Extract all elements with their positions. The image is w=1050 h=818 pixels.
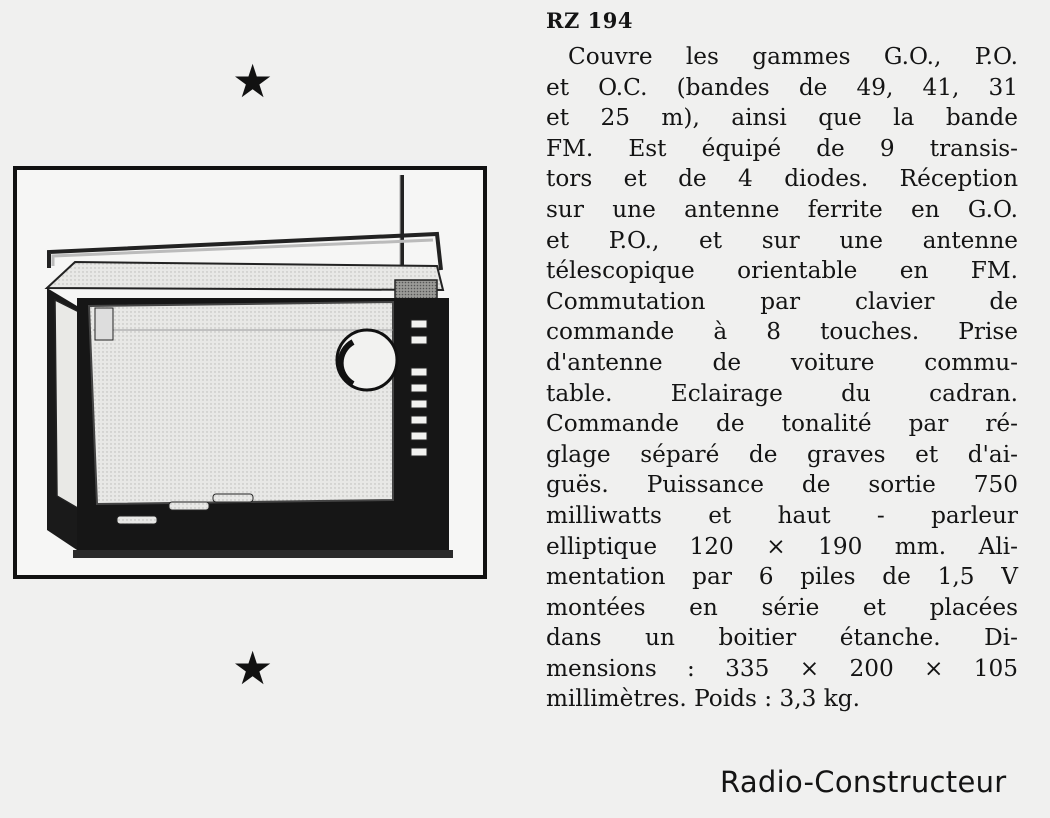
article-title: RZ 194 — [546, 8, 633, 33]
radio-photo — [13, 166, 487, 579]
body-line: télescopique orientable en FM. — [546, 257, 1018, 285]
body-line: dans un boitier étanche. Di- — [546, 624, 1018, 652]
transistor-radio-illustration — [17, 170, 483, 575]
body-line: table. Eclairage du cadran. — [546, 379, 1018, 407]
body-line: et O.C. (bandes de 49, 41, 31 — [546, 73, 1018, 101]
body-line: glage séparé de graves et d'ai- — [546, 440, 1018, 468]
star-ornament-top: ★ — [232, 54, 274, 108]
body-line: montées en série et placées — [546, 593, 1018, 621]
body-line: elliptique 120 × 190 mm. Ali- — [546, 532, 1018, 560]
body-line: Couvre les gammes G.O., P.O. — [568, 43, 1018, 70]
star-ornament-bottom: ★ — [232, 641, 274, 695]
body-line: sur une antenne ferrite en G.O. — [546, 195, 1018, 223]
article-body — [546, 42, 1018, 715]
body-line: Commande de tonalité par ré- — [546, 410, 1018, 438]
body-line: commande à 8 touches. Prise — [546, 318, 1018, 346]
body-line: et 25 m), ainsi que la bande — [546, 104, 1018, 132]
body-line: millimètres. Poids : 3,3 kg. — [546, 685, 860, 713]
body-line: milliwatts et haut - parleur — [546, 501, 1018, 529]
body-line: et P.O., et sur une antenne — [546, 226, 1018, 254]
body-line: guës. Puissance de sortie 750 — [546, 471, 1018, 499]
body-line: FM. Est équipé de 9 transis- — [546, 134, 1018, 162]
body-line: Commutation par clavier de — [546, 287, 1018, 315]
body-line: d'antenne de voiture commu- — [546, 348, 1018, 376]
body-line: tors et de 4 diodes. Réception — [546, 165, 1018, 193]
publication-name: Radio-Constructeur — [720, 765, 1007, 799]
body-line: mentation par 6 piles de 1,5 V — [546, 563, 1018, 591]
body-line: mensions : 335 × 200 × 105 — [546, 654, 1018, 682]
